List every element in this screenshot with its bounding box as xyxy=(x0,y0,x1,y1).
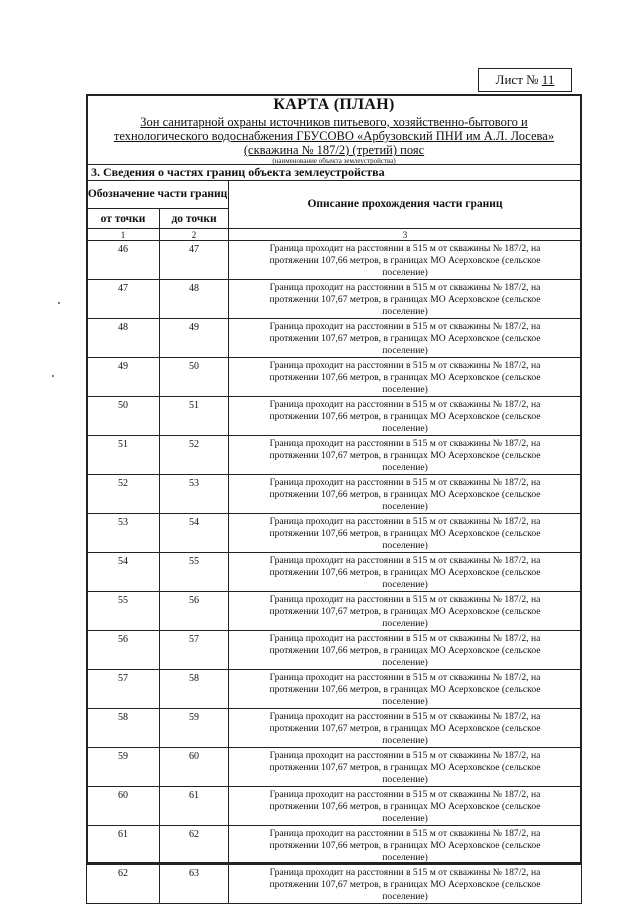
description-line-1: Граница проходит на расстоянии в 515 м от скважины № 187/2, на xyxy=(269,711,541,722)
table-row xyxy=(87,436,582,475)
group-header: Обозначение части границ xyxy=(87,181,229,209)
description-line-2: протяжении 107,67 метров, в границах МО Асерховское (сельское xyxy=(269,723,541,734)
description-line-3: поселение) xyxy=(382,774,428,785)
description-line-2: протяжении 107,66 метров, в границах МО Асерховское (сельское xyxy=(269,372,541,383)
to-point-cell: 54 xyxy=(160,514,229,553)
description-cell xyxy=(229,358,582,397)
map-subtitle xyxy=(86,115,582,157)
description-line-3: поселение) xyxy=(382,813,428,824)
from-point-cell: 57 xyxy=(87,670,160,709)
column-number-2: 2 xyxy=(160,229,229,241)
description-line-2: протяжении 107,67 метров, в границах МО Асерховское (сельское xyxy=(269,879,541,890)
description-cell xyxy=(229,514,582,553)
description-cell xyxy=(229,436,582,475)
table-row xyxy=(87,631,582,670)
table-row xyxy=(87,280,582,319)
description-line-2: протяжении 107,66 метров, в границах МО Асерховское (сельское xyxy=(269,255,541,266)
description-line-2: протяжении 107,66 метров, в границах МО Асерховское (сельское xyxy=(269,528,541,539)
description-line-2: протяжении 107,66 метров, в границах МО Асерховское (сельское xyxy=(269,840,541,851)
scan-speck xyxy=(52,375,54,377)
from-point-cell: 60 xyxy=(87,787,160,826)
map-subtitle-line-1: Зон санитарной охраны источников питьевого, хозяйственно-бытового и xyxy=(140,115,528,129)
from-point-cell: 47 xyxy=(87,280,160,319)
description-line-3: поселение) xyxy=(382,540,428,551)
description-line-3: поселение) xyxy=(382,423,428,434)
description-cell xyxy=(229,631,582,670)
description-cell xyxy=(229,787,582,826)
table-row xyxy=(87,397,582,436)
from-point-cell: 49 xyxy=(87,358,160,397)
table-row xyxy=(87,826,582,865)
from-point-cell: 50 xyxy=(87,397,160,436)
table-row xyxy=(87,748,582,787)
description-line-2: протяжении 107,67 метров, в границах МО Асерховское (сельское xyxy=(269,333,541,344)
description-line-3: поселение) xyxy=(382,696,428,707)
description-line-2: протяжении 107,66 метров, в границах МО Асерховское (сельское xyxy=(269,567,541,578)
description-line-1: Граница проходит на расстоянии в 515 м от скважины № 187/2, на xyxy=(269,282,541,293)
to-point-cell: 48 xyxy=(160,280,229,319)
boundary-table xyxy=(86,180,582,904)
description-cell xyxy=(229,397,582,436)
description-line-1: Граница проходит на расстоянии в 515 м от скважины № 187/2, на xyxy=(269,477,541,488)
description-line-3: поселение) xyxy=(382,657,428,668)
table-row xyxy=(87,475,582,514)
table-row xyxy=(87,553,582,592)
to-point-cell: 59 xyxy=(160,709,229,748)
sheet-label: Лист № xyxy=(495,72,539,87)
table-row xyxy=(87,514,582,553)
to-point-cell: 53 xyxy=(160,475,229,514)
to-point-cell: 50 xyxy=(160,358,229,397)
description-line-1: Граница проходит на расстоянии в 515 м от скважины № 187/2, на xyxy=(269,828,541,839)
to-point-cell: 49 xyxy=(160,319,229,358)
description-line-2: протяжении 107,67 метров, в границах МО Асерховское (сельское xyxy=(269,606,541,617)
description-cell xyxy=(229,709,582,748)
description-line-3: поселение) xyxy=(382,501,428,512)
to-point-cell: 62 xyxy=(160,826,229,865)
from-point-cell: 55 xyxy=(87,592,160,631)
from-point-cell: 52 xyxy=(87,475,160,514)
description-cell xyxy=(229,553,582,592)
map-header xyxy=(86,94,582,165)
column-number-1: 1 xyxy=(87,229,160,241)
description-cell xyxy=(229,241,582,280)
description-line-2: протяжении 107,66 метров, в границах МО Асерховское (сельское xyxy=(269,801,541,812)
description-line-2: протяжении 107,67 метров, в границах МО Асерховское (сельское xyxy=(269,450,541,461)
description-cell xyxy=(229,319,582,358)
column-number-3: 3 xyxy=(229,229,582,241)
description-cell xyxy=(229,592,582,631)
description-line-3: поселение) xyxy=(382,579,428,590)
to-point-cell: 52 xyxy=(160,436,229,475)
sheet-number-box xyxy=(478,68,572,92)
description-line-1: Граница проходит на расстоянии в 515 м от скважины № 187/2, на xyxy=(269,321,541,332)
table-body xyxy=(87,241,582,904)
sheet-number: 11 xyxy=(541,72,555,87)
map-subtitle-line-2: технологического водоснабжения ГБУСОВО «Арбузовский ПНИ им А.Л. Лосева» xyxy=(113,129,555,143)
from-point-cell: 56 xyxy=(87,631,160,670)
description-cell xyxy=(229,475,582,514)
from-point-cell: 51 xyxy=(87,436,160,475)
description-line-2: протяжении 107,67 метров, в границах МО Асерховское (сельское xyxy=(269,762,541,773)
from-point-cell: 59 xyxy=(87,748,160,787)
description-line-3: поселение) xyxy=(382,618,428,629)
to-point-cell: 51 xyxy=(160,397,229,436)
description-line-3: поселение) xyxy=(382,735,428,746)
table-row xyxy=(87,787,582,826)
description-line-1: Граница проходит на расстоянии в 515 м от скважины № 187/2, на xyxy=(269,750,541,761)
table-row xyxy=(87,319,582,358)
description-line-1: Граница проходит на расстоянии в 515 м от скважины № 187/2, на xyxy=(269,594,541,605)
description-cell xyxy=(229,826,582,865)
description-line-3: поселение) xyxy=(382,267,428,278)
from-point-cell: 46 xyxy=(87,241,160,280)
map-caption: (наименование объекта землеустройства) xyxy=(272,157,396,165)
description-line-2: протяжении 107,67 метров, в границах МО Асерховское (сельское xyxy=(269,294,541,305)
description-line-3: поселение) xyxy=(382,384,428,395)
to-point-cell: 58 xyxy=(160,670,229,709)
table-row xyxy=(87,358,582,397)
from-point-header: от точки xyxy=(87,209,160,229)
description-line-1: Граница проходит на расстоянии в 515 м от скважины № 187/2, на xyxy=(269,360,541,371)
description-line-1: Граница проходит на расстоянии в 515 м от скважины № 187/2, на xyxy=(269,867,541,878)
description-line-1: Граница проходит на расстоянии в 515 м от скважины № 187/2, на xyxy=(269,555,541,566)
description-cell xyxy=(229,748,582,787)
description-cell xyxy=(229,865,582,904)
table-row xyxy=(87,865,582,904)
map-title: КАРТА (ПЛАН) xyxy=(273,96,395,113)
table-row xyxy=(87,592,582,631)
description-line-3: поселение) xyxy=(382,852,428,863)
map-subtitle-line-3: (скважина № 187/2) (третий) пояс xyxy=(243,143,425,157)
description-line-1: Граница проходит на расстоянии в 515 м от скважины № 187/2, на xyxy=(269,516,541,527)
from-point-cell: 48 xyxy=(87,319,160,358)
from-point-cell: 62 xyxy=(87,865,160,904)
description-header: Описание прохождения части границ xyxy=(229,181,582,229)
description-line-1: Граница проходит на расстоянии в 515 м от скважины № 187/2, на xyxy=(269,672,541,683)
description-line-3: поселение) xyxy=(382,345,428,356)
to-point-cell: 55 xyxy=(160,553,229,592)
from-point-cell: 53 xyxy=(87,514,160,553)
description-line-2: протяжении 107,66 метров, в границах МО Асерховское (сельское xyxy=(269,684,541,695)
description-line-1: Граница проходит на расстоянии в 515 м от скважины № 187/2, на xyxy=(269,399,541,410)
from-point-cell: 61 xyxy=(87,826,160,865)
description-line-2: протяжении 107,66 метров, в границах МО Асерховское (сельское xyxy=(269,645,541,656)
to-point-cell: 61 xyxy=(160,787,229,826)
description-line-3: поселение) xyxy=(382,306,428,317)
scan-speck xyxy=(58,302,60,304)
from-point-cell: 54 xyxy=(87,553,160,592)
description-line-1: Граница проходит на расстоянии в 515 м от скважины № 187/2, на xyxy=(269,789,541,800)
description-cell xyxy=(229,280,582,319)
section-title: 3. Сведения о частях границ объекта землеустройства xyxy=(88,164,580,179)
description-line-2: протяжении 107,66 метров, в границах МО Асерховское (сельское xyxy=(269,489,541,500)
description-line-1: Граница проходит на расстоянии в 515 м от скважины № 187/2, на xyxy=(269,633,541,644)
description-line-3: поселение) xyxy=(382,891,428,902)
to-point-cell: 56 xyxy=(160,592,229,631)
to-point-cell: 60 xyxy=(160,748,229,787)
description-cell xyxy=(229,670,582,709)
to-point-cell: 57 xyxy=(160,631,229,670)
from-point-cell: 58 xyxy=(87,709,160,748)
to-point-cell: 63 xyxy=(160,865,229,904)
description-line-2: протяжении 107,66 метров, в границах МО Асерховское (сельское xyxy=(269,411,541,422)
to-point-header: до точки xyxy=(160,209,229,229)
description-line-1: Граница проходит на расстоянии в 515 м от скважины № 187/2, на xyxy=(269,243,541,254)
table-row xyxy=(87,709,582,748)
table-row xyxy=(87,241,582,280)
to-point-cell: 47 xyxy=(160,241,229,280)
table-row xyxy=(87,670,582,709)
description-line-3: поселение) xyxy=(382,462,428,473)
description-line-1: Граница проходит на расстоянии в 515 м от скважины № 187/2, на xyxy=(269,438,541,449)
